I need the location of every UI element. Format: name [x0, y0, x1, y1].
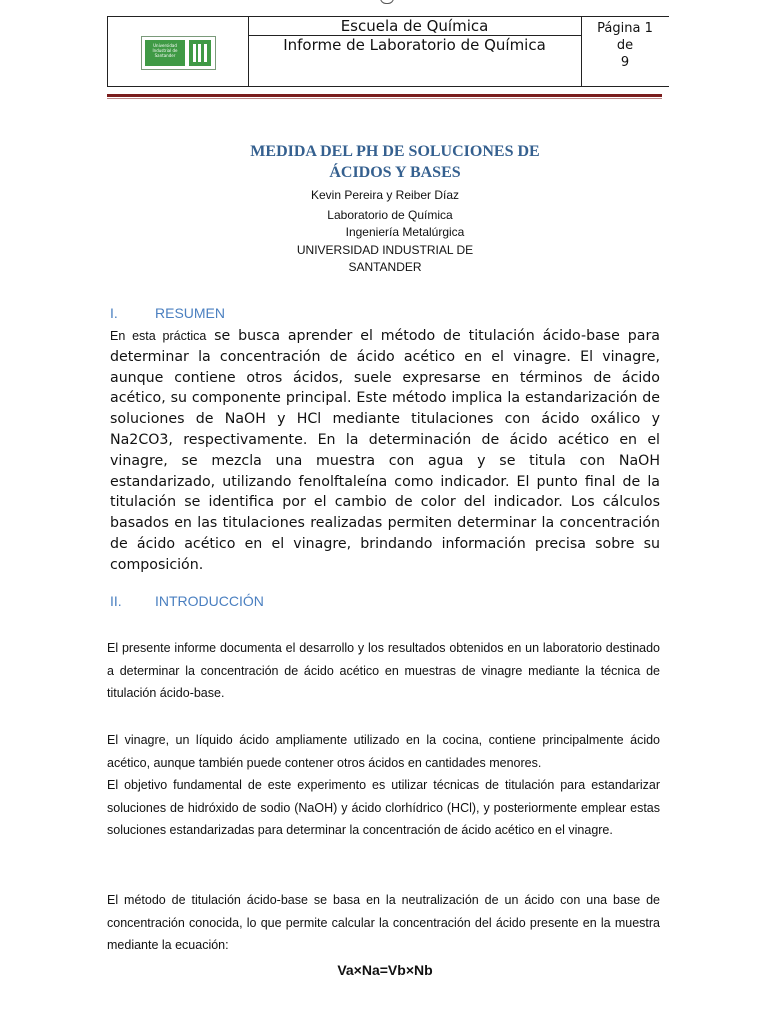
section-title: RESUMEN [155, 305, 226, 321]
document-title: MEDIDA DEL PH DE SOLUCIONES DE ÁCIDOS Y BASES [250, 143, 540, 181]
page-of: de [616, 38, 634, 53]
titration-equation: Va×Na=Vb×Nb [337, 962, 433, 978]
intro-paragraph-4: El método de titulación ácido-base se basa en la neutralización de un ácido con una base de concentración conocida, lo que permite calcular la concentración del ácido presente en la muestra mediante la ecuación: [107, 893, 660, 952]
uis-emblem-icon [189, 40, 211, 66]
lab-name: Laboratorio de Química [327, 208, 453, 222]
abstract-text: se busca aprender el método de titulación ácido-base para determinar la concentración de ácido acético en el vinagre. El vinagre, aunque contiene otros ácidos, suele expresarse en términos de ácido acético, su componente principal. Este método implica la estandarización de soluciones de NaOH y HCl mediante titulaciones con ácido oxálico y Na2CO3, respectivamente. En la determinación de ácido acético en el vinagre, se mezcla una muestra con agua y se titula con NaOH estandarizado, utilizando fenolftaleína como indicador. El punto final de la titulación se identifica por el cambio de color del indicador. Los cálculos basados en las titulaciones realizadas permiten determinar la concentración de ácido acético en el vinagre, brindando información precisa sobre su composición. [110, 328, 660, 573]
section-title: INTRODUCCIÓN [155, 593, 264, 609]
section-heading-resumen [110, 304, 225, 322]
page-number-cell [581, 17, 669, 86]
header-divider-thin [107, 98, 662, 99]
section-heading-introduccion [110, 592, 264, 610]
page-total: 9 [620, 55, 630, 70]
top-mark [380, 0, 394, 4]
program-name: Ingeniería Metalúrgica [345, 225, 465, 239]
university-logo [141, 36, 216, 70]
document-header [107, 16, 669, 87]
title-cell [248, 17, 582, 86]
school-name: Escuela de Química [248, 17, 581, 36]
logo-text: Universidad Industrial de Santander [145, 40, 185, 66]
abstract-paragraph [110, 326, 660, 576]
abstract-lead: En esta práctica [110, 329, 207, 343]
logo-cell [108, 17, 249, 86]
section-number: I. [110, 305, 118, 321]
university-line-2: SANTANDER [348, 260, 422, 274]
authors: Kevin Pereira y Reiber Díaz [310, 188, 460, 202]
report-title: Informe de Laboratorio de Química [283, 36, 546, 54]
header-divider [107, 94, 662, 97]
intro-paragraph-2: El vinagre, un líquido ácido ampliamente utilizado en la cocina, contiene principalmente ácido acético, aunque también puede contener otros ácidos en cantidades menores. [107, 733, 660, 770]
intro-paragraph-1: El presente informe documenta el desarrollo y los resultados obtenidos en un laboratorio destinado a determinar la concentración de ácido acético en muestras de vinagre mediante la técnica de titulación ácido-base. [107, 641, 660, 700]
section-number: II. [110, 593, 122, 609]
page-label: Página 1 [597, 21, 653, 36]
university-line-1: UNIVERSIDAD INDUSTRIAL DE [296, 243, 474, 257]
intro-paragraph-3: El objetivo fundamental de este experimento es utilizar técnicas de titulación para estandarizar soluciones de hidróxido de sodio (NaOH) y ácido clorhídrico (HCl), y posteriormente emplear estas soluciones estandarizadas para determinar la concentración de ácido acético en el vinagre. [107, 778, 660, 837]
